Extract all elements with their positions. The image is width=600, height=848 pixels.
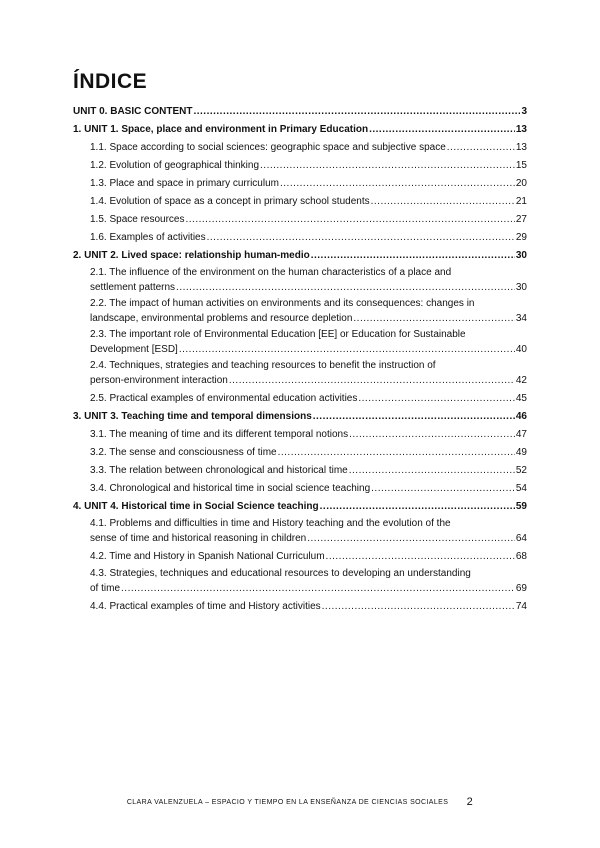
toc-entry-label: 1.1. Space according to social sciences: geographic space and subjective space <box>90 142 446 153</box>
toc-entry-1-2[interactable] <box>73 157 527 175</box>
toc-entry-label: 1.3. Place and space in primary curriculum <box>90 178 279 189</box>
toc-entry-label-line2: settlement patterns <box>90 281 176 293</box>
toc-page-number: 52 <box>515 465 527 476</box>
toc-entry-label-line2: Development [ESD] <box>90 343 178 355</box>
toc-leader-dots <box>313 410 515 424</box>
toc-entry-2-1[interactable] <box>73 266 527 295</box>
toc-entry-2-5[interactable] <box>73 390 527 408</box>
toc-entry-label-line1: 4.1. Problems and difficulties in time and History teaching and the evolution of the <box>90 518 451 529</box>
toc-entry-unit-1[interactable] <box>73 121 527 139</box>
toc-entry-1-3[interactable] <box>73 175 527 193</box>
toc-entry-label: 3.1. The meaning of time and its different temporal notions <box>90 429 349 440</box>
toc-leader-dots <box>320 500 515 514</box>
toc-entry-label: 1. UNIT 1. Space, place and environment in Primary Education <box>73 124 369 135</box>
toc-entry-unit-2[interactable] <box>73 247 527 265</box>
toc-entry-1-4[interactable] <box>73 193 527 211</box>
toc-entry-label: 3.2. The sense and consciousness of time <box>90 447 277 458</box>
toc-leader-dots <box>311 249 515 263</box>
toc-page-number: 30 <box>515 250 527 261</box>
toc-page-number: 21 <box>515 196 527 207</box>
toc-entry-label: 3.3. The relation between chronological and historical time <box>90 465 348 476</box>
toc-leader-dots <box>193 105 520 119</box>
footer-page-number: 2 <box>466 796 474 808</box>
toc-leader-dots <box>353 312 514 327</box>
toc-leader-dots <box>371 195 515 209</box>
table-of-contents <box>73 103 527 616</box>
toc-leader-dots <box>358 392 515 406</box>
toc-entry-4-2[interactable] <box>73 548 527 566</box>
toc-page-number: 74 <box>515 601 527 612</box>
toc-entry-label: 1.6. Examples of activities <box>90 232 206 243</box>
toc-leader-dots <box>186 213 515 227</box>
toc-entry-label-line2: landscape, environmental problems and resource depletion <box>90 312 353 324</box>
toc-leader-dots <box>371 482 515 496</box>
toc-page-number: 20 <box>515 178 527 189</box>
toc-leader-dots <box>229 374 515 389</box>
toc-entry-2-3[interactable] <box>73 328 527 357</box>
toc-page-number: 34 <box>515 312 527 324</box>
toc-page-number: 59 <box>515 501 527 512</box>
toc-page-number: 40 <box>515 343 527 355</box>
toc-entry-4-4[interactable] <box>73 598 527 616</box>
toc-entry-unit-0[interactable] <box>73 103 527 121</box>
toc-entry-3-2[interactable] <box>73 444 527 462</box>
toc-page-number: 13 <box>515 142 527 153</box>
toc-entry-label-line2: of time <box>90 582 121 594</box>
toc-entry-label: 1.2. Evolution of geographical thinking <box>90 160 260 171</box>
toc-entry-label: 3. UNIT 3. Teaching time and temporal dimensions <box>73 411 312 422</box>
toc-page-number: 42 <box>515 374 527 386</box>
toc-leader-dots <box>349 428 515 442</box>
toc-entry-label: UNIT 0. BASIC CONTENT <box>73 106 193 117</box>
toc-entry-1-5[interactable] <box>73 211 527 229</box>
toc-page-number: 69 <box>515 582 527 594</box>
toc-page-number: 49 <box>515 447 527 458</box>
toc-page-number: 54 <box>515 483 527 494</box>
toc-leader-dots <box>280 177 515 191</box>
toc-entry-4-1[interactable] <box>73 517 527 546</box>
toc-leader-dots <box>207 231 515 245</box>
toc-leader-dots <box>176 281 515 296</box>
toc-entry-label: 2. UNIT 2. Lived space: relationship human-medio <box>73 250 310 261</box>
toc-leader-dots <box>121 582 515 597</box>
toc-entry-2-4[interactable] <box>73 359 527 388</box>
toc-leader-dots <box>322 600 515 614</box>
toc-entry-label-line2: sense of time and historical reasoning in children <box>90 532 307 544</box>
toc-leader-dots <box>179 343 515 358</box>
toc-entry-3-1[interactable] <box>73 426 527 444</box>
toc-entry-1-1[interactable] <box>73 139 527 157</box>
toc-entry-label: 4. UNIT 4. Historical time in Social Science teaching <box>73 501 319 512</box>
toc-entry-3-4[interactable] <box>73 480 527 498</box>
toc-leader-dots <box>307 532 515 547</box>
toc-page-number: 30 <box>515 281 527 293</box>
toc-page-number: 46 <box>515 411 527 422</box>
toc-page-number: 15 <box>515 160 527 171</box>
toc-entry-4-3[interactable] <box>73 567 527 596</box>
toc-entry-label-line1: 2.3. The important role of Environmental Education [EE] or Education for Sustainable <box>90 329 466 340</box>
toc-page-number: 68 <box>515 551 527 562</box>
index-title: ÍNDICE <box>73 70 148 93</box>
toc-page-number: 3 <box>521 106 527 117</box>
toc-entry-label-line1: 2.2. The impact of human activities on environments and its consequences: changes in <box>90 298 475 309</box>
toc-entry-unit-4[interactable] <box>73 498 527 516</box>
toc-page-number: 47 <box>515 429 527 440</box>
toc-page-number: 13 <box>515 124 527 135</box>
toc-entry-label-line1: 4.3. Strategies, techniques and educational resources to developing an understanding <box>90 568 471 579</box>
toc-entry-label: 4.2. Time and History in Spanish National Curriculum <box>90 551 325 562</box>
toc-entry-label: 1.5. Space resources <box>90 214 185 225</box>
toc-entry-2-2[interactable] <box>73 297 527 326</box>
toc-entry-1-6[interactable] <box>73 229 527 247</box>
toc-page-number: 29 <box>515 232 527 243</box>
toc-leader-dots <box>278 446 515 460</box>
toc-leader-dots <box>447 141 515 155</box>
toc-leader-dots <box>349 464 515 478</box>
toc-leader-dots <box>326 550 515 564</box>
toc-entry-label-line1: 2.4. Techniques, strategies and teaching resources to benefit the instruction of <box>90 360 436 371</box>
toc-page-number: 45 <box>515 393 527 404</box>
footer-text: CLARA VALENZUELA – ESPACIO Y TIEMPO EN LA ENSEÑANZA DE CIENCIAS SOCIALES <box>126 799 449 806</box>
toc-entry-label: 3.4. Chronological and historical time in social science teaching <box>90 483 371 494</box>
toc-entry-label: 2.5. Practical examples of environmental education activities <box>90 393 358 404</box>
toc-leader-dots <box>260 159 515 173</box>
toc-entry-label: 4.4. Practical examples of time and History activities <box>90 601 321 612</box>
toc-entry-label-line1: 2.1. The influence of the environment on the human characteristics of a place and <box>90 267 452 278</box>
toc-entry-3-3[interactable] <box>73 462 527 480</box>
toc-page-number: 27 <box>515 214 527 225</box>
toc-leader-dots <box>369 123 515 137</box>
page-footer <box>0 796 600 808</box>
toc-entry-label-line2: person-environment interaction <box>90 374 228 386</box>
toc-page-number: 64 <box>515 532 527 544</box>
toc-entry-label: 1.4. Evolution of space as a concept in primary school students <box>90 196 370 207</box>
toc-entry-unit-3[interactable] <box>73 408 527 426</box>
